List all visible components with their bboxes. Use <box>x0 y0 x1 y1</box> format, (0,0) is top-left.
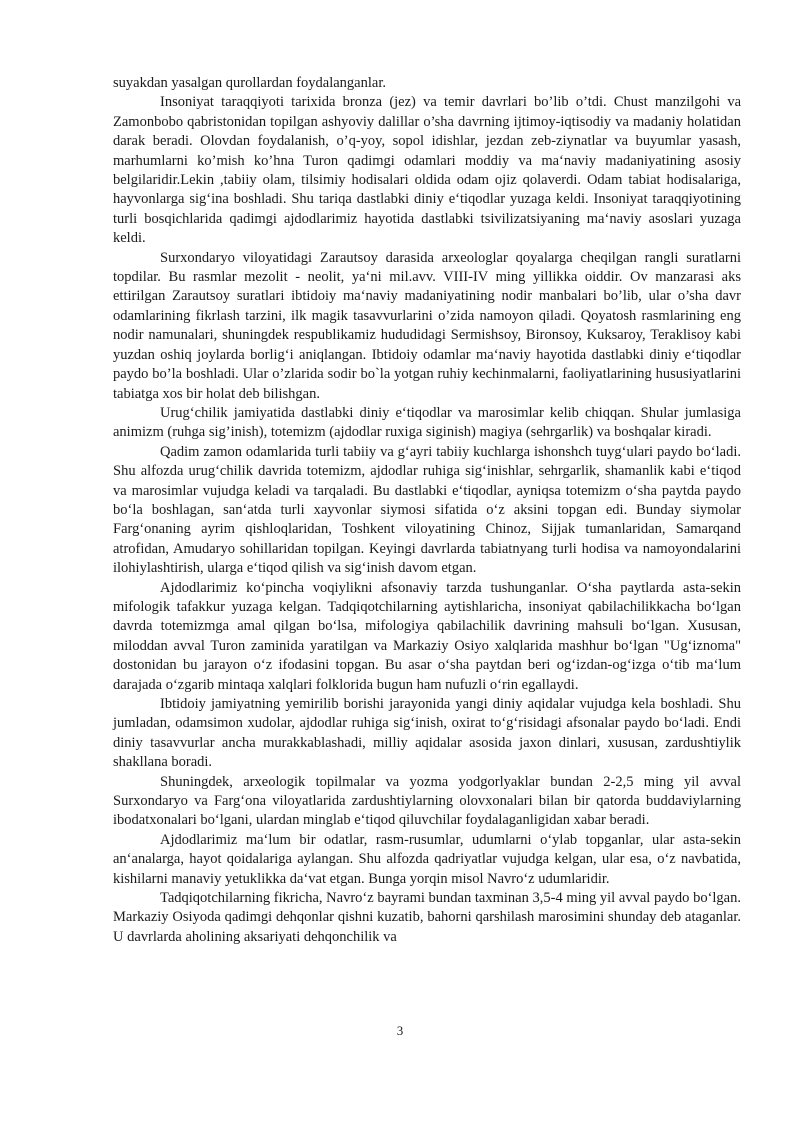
paragraph-new-religions: Ibtidoiy jamiyatning yemirilib borishi jarayonida yangi diniy aqidalar vujudga kela boshladi. Shu jumladan, odamsimon xudolar, ajdodlar ruhiga sig‘inish, oxirat to‘g‘risidagi afsonalar paydo bo‘ladi. Endi diniy tasavvurlar ancha murakkablashadi, milliy aqidalar asosida jaxon dinlari, xususan, zardushtiylik shakllana boradi. <box>113 696 741 771</box>
paragraph-clan-beliefs: Urug‘chilik jamiyatida dastlabki diniy e‘tiqodlar va marosimlar kelib chiqqan. Shular jumlasiga animizm (ruhga sig’inish), totemizm (ajdodlar ruxiga siginish) magiya (sehrgarlik) va boshqalar kiradi. <box>113 404 741 441</box>
paragraph-traditions: Ajdodlarimiz ma‘lum bir odatlar, rasm-rusumlar, udumlarni o‘ylab topganlar, ular asta-sekin an‘analarga, hayot qoidalariga aylangan. Shu alfozda qadriyatlar vujudga kelgan, ular esa, o‘z navbatida, kishilarni manaviy yetuklikka da‘vat etgan. Bunga yorqin misol Navro‘z udumlaridir. <box>113 831 741 887</box>
paragraph-archaeology: Shuningdek, arxeologik topilmalar va yozma yodgorlyaklar bundan 2-2,5 ming yil avval Surxondaryo va Farg‘ona viloyatlarida zardushtiylarning olovxonalari bilan bir qatorda buddaviylarning ibodatxonalari bo‘lgani, ulardan minglab e‘tiqod qiluvchilar foydalaganligidan xabar beradi. <box>113 773 741 829</box>
page-number: 3 <box>396 1023 404 1038</box>
paragraph-bronze-iron-age: Insoniyat taraqqiyoti tarixida bronza (jez) va temir davrlari bo’lib o’tdi. Chust manzilgohi va Zamonbobo qabristonidan topilgan ashyoviy dalillar o’sha davrning ijtimoy-iqtisodiy va madaniy holatidan darak beradi. Olovdan foydalanish, o’q-yoy, sopol idishlar, jezdan zeb-ziynatlar va buyumlar yasash, marhumlarni ko’mish ko’hna Turon qadimgi odamlari moddiy va ma‘naviy madaniyatining asosiy belgilaridir.Lekin ,tabiiy olam, tilsimiy hodisalari oldida odam ojiz qolaverdi. Odam tabiat hodisalariga, hayvonlarga sig‘ina boshladi. Shu tariqa dastlabki diniy e‘tiqodlar yuzaga keldi. Insoniyat taraqqiyotining turli bosqichlarida qadimgi ajdodlarimiz hayotida dastlabki tsivilizatsiyaning ma‘naviy asoslari yuzaga keldi. <box>113 94 741 247</box>
paragraph-zarautsoy: Surxondaryo viloyatidagi Zarautsoy darasida arxeologlar qoyalarga cheqilgan rangli suratlarni topdilar. Bu rasmlar mezolit - neolit, ya‘ni mil.avv. VIII-IV ming yillikka oiddir. Ov manzarasi aks ettirilgan Zarautsoy suratlari ibtidoiy ma‘naviy madaniyatining nodir manbalari bo’lib, ular o’sha davr odamlarining fikrlash tarzini, ilk magik tasavvurlarini o’zida namoyon qiladi. Qoyatosh rasmlarining eng nodir namunalari, shuningdek respublikamiz hududidagi Sermishsoy, Bironsoy, Kuksaroy, Teraklisoy kabi yuzdan oshiq joylarda borlig‘i aniqlangan. Ibtidoiy odamlar ma‘naviy hayotida dastlabki diniy e‘tiqodlar paydo bo’la boshladi. Ular o’zlarida sodir bo`la yotgan ruhiy kechinmalarni, faoliyatlarining hususiyatlarini tabiatga xos bir holat deb bilishgan. <box>113 249 741 402</box>
page-body <box>113 74 741 947</box>
paragraph-navruz: Tadqiqotchilarning fikricha, Navro‘z bayrami bundan taxminan 3,5-4 ming yil avval paydo bo‘lgan. Markaziy Osiyoda qadimgi dehqonlar qishni kuzatib, bahorni qarshilash marosimini shunday deb ataganlar. U davrlarda aholining aksariyati dehqonchilik va <box>113 890 741 945</box>
paragraph-continuation: suyakdan yasalgan qurollardan foydalanganlar. <box>113 75 386 91</box>
paragraph-mythology: Ajdodlarimiz ko‘pincha voqiylikni afsonaviy tarzda tushunganlar. O‘sha paytlarda asta-sekin mifologik tafakkur yuzaga kelgan. Tadqiqotchilarning aytishlaricha, insoniyat qabilachilikkacha bo‘lgan davrda totemizmga amal qilgan bo‘lsa, mifologiya qabilachilik davrining mahsuli bo‘lgan. Xususan, miloddan avval Turon zaminida yaratilgan va Markaziy Osiyo xalqlarida mashhur bo‘lgan "Ug‘iznoma" dostonidan bu jarayon o‘z ifodasini topgan. Bu asar o‘sha paytdan beri og‘izdan-og‘izga o‘tib ma‘lum darajada o‘zgarib mintaqa xalqlari folklorida bugun ham nufuzli o‘rin egallaydi. <box>113 579 741 693</box>
paragraph-ancient-beliefs: Qadim zamon odamlarida turli tabiiy va g‘ayri tabiiy kuchlarga ishonshch tuyg‘ulari paydo bo‘ladi. Shu alfozda urug‘chilik davrida totemizm, ajdodlar ruhiga sig‘inishlar, sehrgarlik, shamanlik kabi e‘tiqod va marosimlar vujudga keladi va tarqaladi. Bu dastlabki e‘tiqodlar, ayniqsa totemizm o‘sha paytda paydo bo‘la boshlagan, san‘atda turli xayvonlar siymosi sifatida o‘z aksini topgan edi. Bunday siymolar Farg‘onaning ayrim qishloqlaridan, Toshkent viloyatining Chinoz, Sijjak tumanlaridan, Samarqand atrofidan, Amudaryo sohillaridan topilgan. Keyingi davrlarda tabiatnyang turli hodisa va namoyondalarini ilohiylashtirish, ularga e‘tiqod qilish va sig‘inish davom etgan. <box>113 443 741 577</box>
